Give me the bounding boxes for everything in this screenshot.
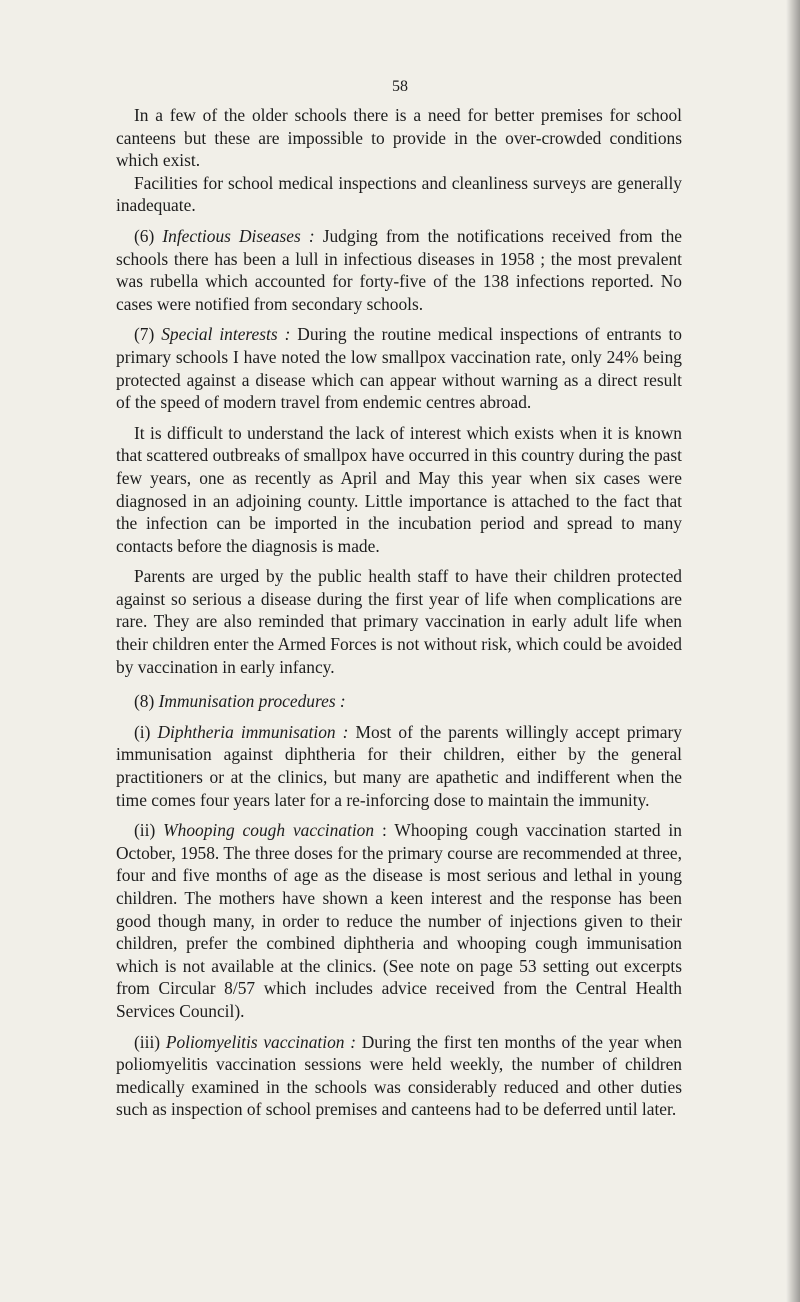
page-edge-shadow <box>786 0 800 1302</box>
subsection-poliomyelitis <box>116 1031 682 1121</box>
section-number: (8) <box>134 691 155 712</box>
subsection-title: Poliomyelitis vaccination : <box>165 1031 356 1052</box>
paragraph-parents-urged: Parents are urged by the public health staff to have their children protected against so serious a disease during the first year of life when complications are rare. They are also reminded that primary vaccination in early adult life when their children enter the Armed Forces is not without risk, which could be avoided by vaccination in early infancy. <box>116 566 682 677</box>
section-number: (7) <box>134 324 155 345</box>
page-number: 58 <box>392 78 408 95</box>
section-immunisation <box>116 690 682 713</box>
paragraph-facilities: Facilities for school medical inspections and cleanliness surveys are generally inadequate. <box>116 172 682 216</box>
paragraph-smallpox-outbreaks: It is difficult to understand the lack of interest which exists when it is known that scattered outbreaks of smallpox have occurred in this country during the past few years, one as recently as April and May this year when six cases were diagnosed in an adjoining county. Little importance is attached to the fact that the infection can be imported in the incubation period and spread to many contacts before the diagnosis is made. <box>116 422 682 556</box>
section-infectious-diseases <box>116 225 682 315</box>
subsection-number: (ii) <box>134 820 156 841</box>
section-text: Judging from the notifications received from the schools there has been a lull in infectious diseases in 1958 ; the most prevalent was rubella which accounted for forty-five of the 138 infections reported. No cases were notified from secondary schools. <box>116 225 682 314</box>
subsection-title: Whooping cough vaccination <box>163 820 375 841</box>
subsection-text: : Whooping cough vaccination started in October, 1958. The three doses for the primary course are recommended at three, four and five months of age as the disease is most serious and lethal in young children. The mothers have shown a keen interest and the response has been good though many, in order to reduce the number of injections given to their children, prefer the combined diphtheria and whooping cough immunisation which is not available at the clinics. (See note on page 53 setting out excerpts from Circular 8/57 which includes advice received from the Central Health Services Council). <box>116 820 682 1021</box>
subsection-diphtheria <box>116 721 682 811</box>
subsection-text: Most of the parents willingly accept primary immunisation against diphtheria for their children, either by the general practitioners or at the clinics, but many are apathetic and indifferent when the time comes four years later for a re-inforcing dose to maintain the immunity. <box>116 721 682 810</box>
section-number: (6) <box>134 225 155 246</box>
subsection-number: (iii) <box>134 1031 161 1052</box>
subsection-text: During the first ten months of the year when poliomyelitis vaccination sessions were held weekly, the number of children medically examined in the schools was considerably reduced and other duties such as inspection of school premises and canteens had to be deferred until later. <box>116 1031 682 1120</box>
section-title: Special interests : <box>161 324 291 345</box>
section-text: During the routine medical inspections of entrants to primary schools I have noted the low smallpox vaccination rate, only 24% being protected against a disease which can appear without warning as a direct result of the speed of modern travel from endemic centres abroad. <box>116 324 682 413</box>
subsection-number: (i) <box>134 721 151 742</box>
subsection-title: Diphtheria immunisation : <box>157 721 349 742</box>
section-title: Infectious Diseases : <box>162 225 315 246</box>
section-special-interests <box>116 323 682 413</box>
section-title: Immunisation procedures : <box>158 691 346 712</box>
document-body <box>116 104 682 1121</box>
subsection-whooping-cough <box>116 819 682 1022</box>
paragraph-canteens: In a few of the older schools there is a need for better premises for school canteens but these are impossible to provide in the over-crowded conditions which exist. <box>116 105 682 171</box>
